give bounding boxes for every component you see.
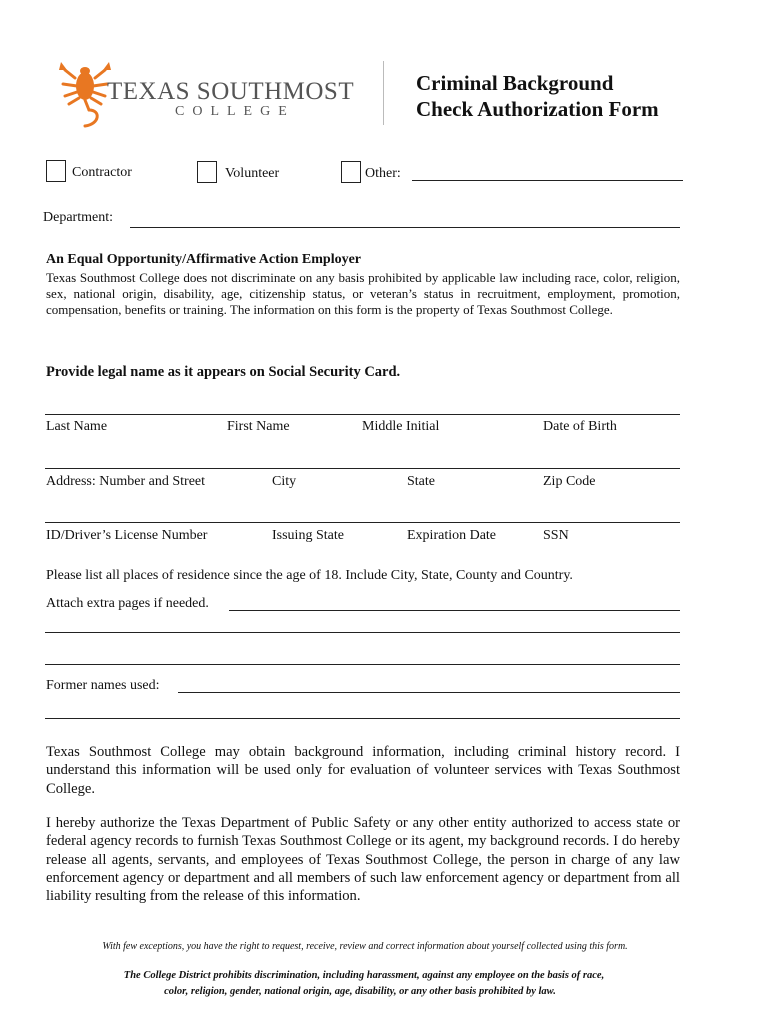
- id-label: ID/Driver’s License Number: [46, 528, 208, 543]
- address-label: Address: Number and Street: [46, 474, 206, 489]
- rights-notice: With few exceptions, you have the right to request, receive, review and correct information about yourself collected using this form.: [102, 941, 628, 952]
- logo-name-line2: COLLEGE: [175, 104, 295, 119]
- ssn-label: SSN: [543, 528, 569, 543]
- other-checkbox[interactable]: [341, 161, 361, 183]
- consent-paragraph-1: Texas Southmost College may obtain background information, including criminal history record. I understand this information will be used only for evaluation of volunteer services with Texas Southmost College.: [46, 744, 680, 797]
- zip-label: Zip Code: [543, 474, 596, 489]
- id-field[interactable]: [45, 522, 680, 523]
- form-title-line1: Criminal Background: [416, 71, 614, 95]
- issuing-state-label: Issuing State: [272, 528, 344, 543]
- residence-field-1[interactable]: [229, 610, 680, 611]
- residence-field-3[interactable]: [45, 664, 680, 665]
- residence-field-2[interactable]: [45, 632, 680, 633]
- college-logo: [55, 58, 365, 130]
- logo-divider: [383, 61, 384, 125]
- residence-instruction: Please list all places of residence since the age of 18. Include City, State, County and Country.: [46, 568, 573, 583]
- contractor-label: Contractor: [72, 165, 132, 180]
- form-title: [416, 70, 659, 122]
- expiration-label: Expiration Date: [407, 528, 497, 543]
- other-label: Other:: [365, 166, 401, 181]
- discrimination-notice-2: color, religion, gender, national origin, age, disability, or any other basis prohibited by law.: [164, 986, 556, 997]
- logo-name-line1: TEXAS SOUTHMOST: [107, 78, 355, 105]
- eeo-heading: An Equal Opportunity/Affirmative Action Employer: [46, 252, 362, 267]
- first-name-label: First Name: [227, 419, 290, 434]
- discrimination-notice-1: The College District prohibits discrimination, including harassment, against any employee on the basis of race,: [123, 970, 605, 981]
- contractor-checkbox[interactable]: [46, 160, 66, 182]
- residence-extra-pages: Attach extra pages if needed.: [46, 596, 209, 611]
- former-names-field-2[interactable]: [45, 718, 680, 719]
- department-field[interactable]: [130, 227, 680, 228]
- former-names-label: Former names used:: [46, 678, 160, 693]
- middle-initial-label: Middle Initial: [362, 419, 440, 434]
- address-field[interactable]: [45, 468, 680, 469]
- legal-name-heading: Provide legal name as it appears on Social Security Card.: [46, 364, 401, 380]
- last-name-label: Last Name: [46, 419, 108, 434]
- state-label: State: [407, 474, 435, 489]
- name-field[interactable]: [45, 414, 680, 415]
- city-label: City: [272, 474, 297, 489]
- former-names-field[interactable]: [178, 692, 680, 693]
- dob-label: Date of Birth: [543, 419, 617, 434]
- consent-paragraph-2: I hereby authorize the Texas Department of Public Safety or any other entity authorized to access state or federal agency records to furnish Texas Southmost College or its agent, my background records. I do hereby release all agents, servants, and employees of Texas Southmost College, the person in charge of any law enforcement agency or department and all members of such law enforcement agency or department from all liability resulting from the release of this information.: [46, 815, 680, 905]
- form-title-line2: Check Authorization Form: [416, 97, 659, 121]
- volunteer-checkbox[interactable]: [197, 161, 217, 183]
- other-field[interactable]: [412, 180, 683, 181]
- eeo-text: Texas Southmost College does not discriminate on any basis prohibited by applicable law including race, color, religion, sex, national origin, disability, age, citizenship status, or veteran’s status in recruitment, employment, promotion, compensation, benefits or training. The information on this form is the property of Texas Southmost College.: [46, 270, 680, 318]
- volunteer-label: Volunteer: [225, 166, 280, 181]
- department-label: Department:: [43, 210, 113, 225]
